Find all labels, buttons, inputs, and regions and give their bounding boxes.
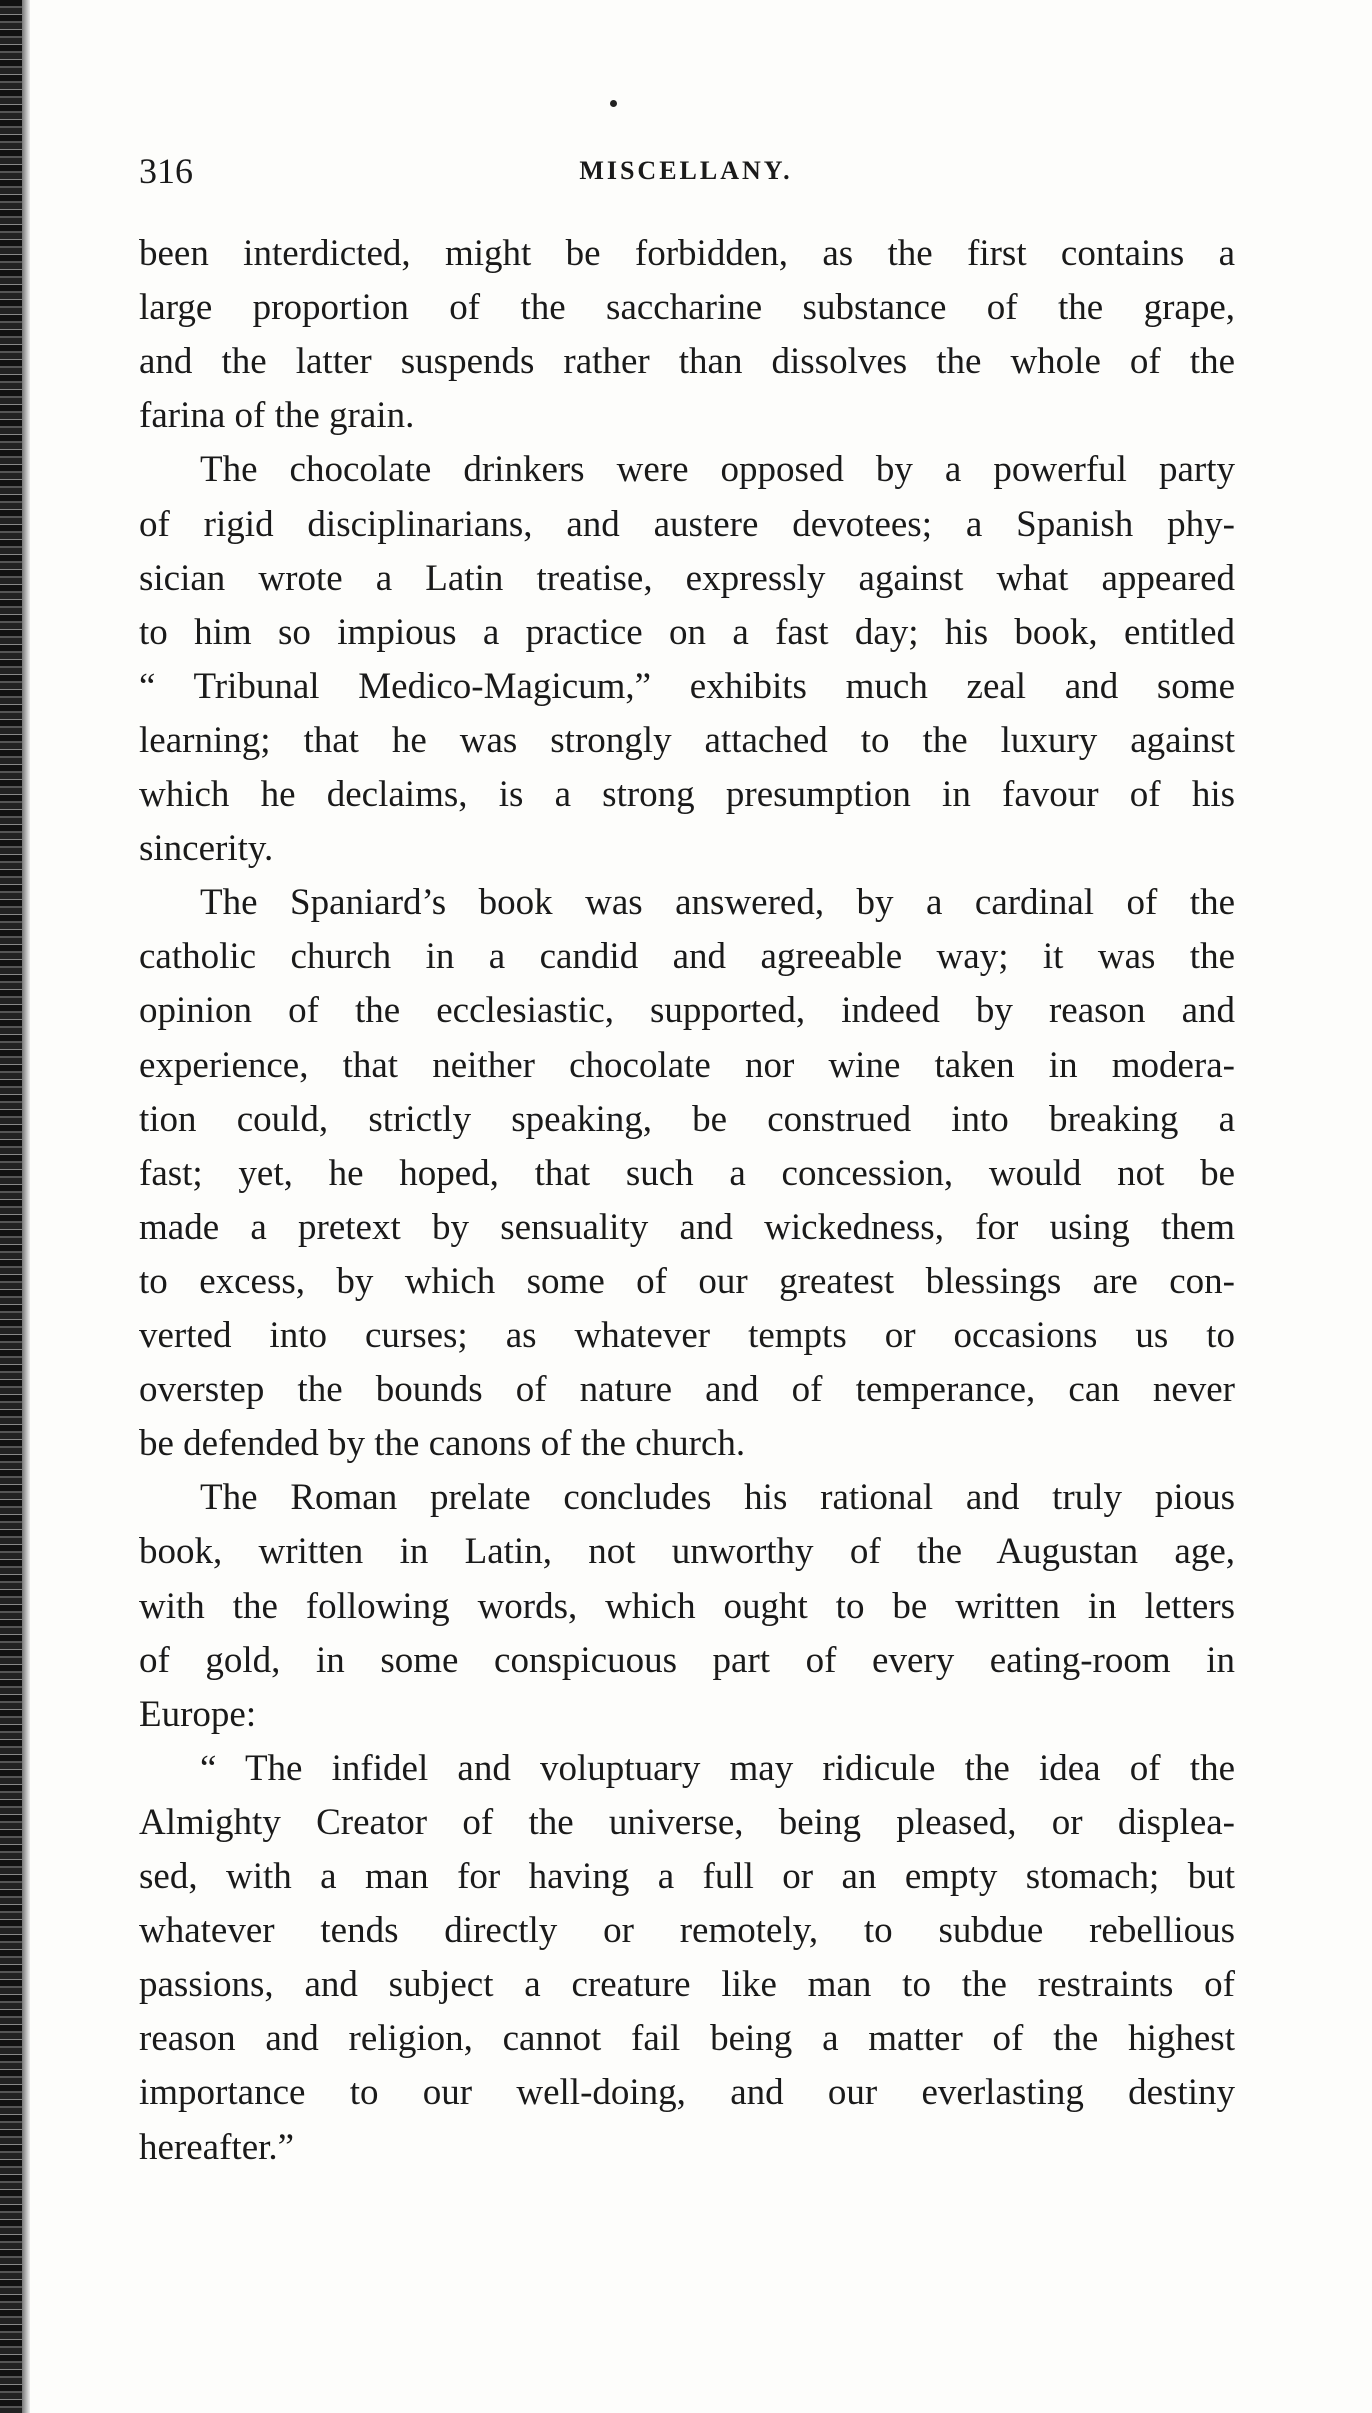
text-line: Almighty Creator of the universe, being pleased, or displea- <box>139 1801 1235 1843</box>
text-line: sincerity. <box>139 828 274 870</box>
text-line: passions, and subject a creature like man to the restraints of <box>139 1964 1235 2006</box>
text-line: sician wrote a Latin treatise, expressly against what appeared <box>139 557 1235 599</box>
text-line: be defended by the canons of the church. <box>139 1423 746 1465</box>
text-line: learning; that he was strongly attached to the luxury against <box>139 719 1235 761</box>
running-head: MISCELLANY. <box>579 156 793 185</box>
text-line: catholic church in a candid and agreeable way; it was the <box>139 936 1235 978</box>
text-line: which he declaims, is a strong presumption in favour of his <box>139 774 1235 815</box>
text-line: with the following words, which ought to be written in letters <box>139 1585 1235 1627</box>
text-line: The chocolate drinkers were opposed by a powerful party <box>200 449 1235 491</box>
text-line: book, written in Latin, not unworthy of the Augustan age, <box>139 1531 1235 1573</box>
text-line: importance to our well-doing, and our everlasting destiny <box>139 2072 1235 2114</box>
text-line: opinion of the ecclesiastic, supported, indeed by reason and <box>139 990 1235 1032</box>
text-line: tion could, strictly speaking, be construed into breaking a <box>139 1098 1235 1140</box>
text-line: verted into curses; as whatever tempts or occasions us to <box>139 1315 1235 1356</box>
text-line: “ Tribunal Medico-Magicum,” exhibits much zeal and some <box>139 665 1235 707</box>
text-line: overstep the bounds of nature and of temperance, can never <box>139 1369 1235 1411</box>
text-line: been interdicted, might be forbidden, as the first contains a <box>139 233 1235 274</box>
text-line: Europe: <box>139 1693 257 1735</box>
page-number: 316 <box>139 151 193 191</box>
text-line: “ The infidel and voluptuary may ridicule the idea of the <box>200 1747 1235 1789</box>
book-binding-edge <box>0 0 22 2413</box>
book-gutter-shadow <box>22 0 30 2413</box>
text-line: and the latter suspends rather than dissolves the whole of the <box>139 341 1235 383</box>
text-line: to him so impious a practice on a fast day; his book, entitled <box>139 611 1235 653</box>
text-line: experience, that neither chocolate nor wine taken in modera- <box>139 1044 1235 1086</box>
text-line: reason and religion, cannot fail being a matter of the highest <box>139 2018 1235 2060</box>
text-line: made a pretext by sensuality and wickedness, for using them <box>139 1206 1235 1248</box>
text-line: hereafter.” <box>139 2126 295 2168</box>
text-line: to excess, by which some of our greatest blessings are con- <box>139 1260 1235 1302</box>
text-line: of rigid disciplinarians, and austere devotees; a Spanish phy- <box>139 503 1235 545</box>
ink-mark <box>610 100 617 107</box>
text-line: The Roman prelate concludes his rational and truly pious <box>200 1477 1235 1519</box>
text-line: of gold, in some conspicuous part of every eating-room in <box>139 1639 1235 1681</box>
text-line: sed, with a man for having a full or an empty stomach; but <box>139 1856 1235 1897</box>
text-line: farina of the grain. <box>139 395 415 437</box>
text-line: whatever tends directly or remotely, to subdue rebellious <box>139 1910 1235 1952</box>
text-line: large proportion of the saccharine substance of the grape, <box>139 287 1235 329</box>
text-line: The Spaniard’s book was answered, by a cardinal of the <box>200 882 1235 924</box>
text-line: fast; yet, he hoped, that such a concession, would not be <box>139 1152 1235 1194</box>
